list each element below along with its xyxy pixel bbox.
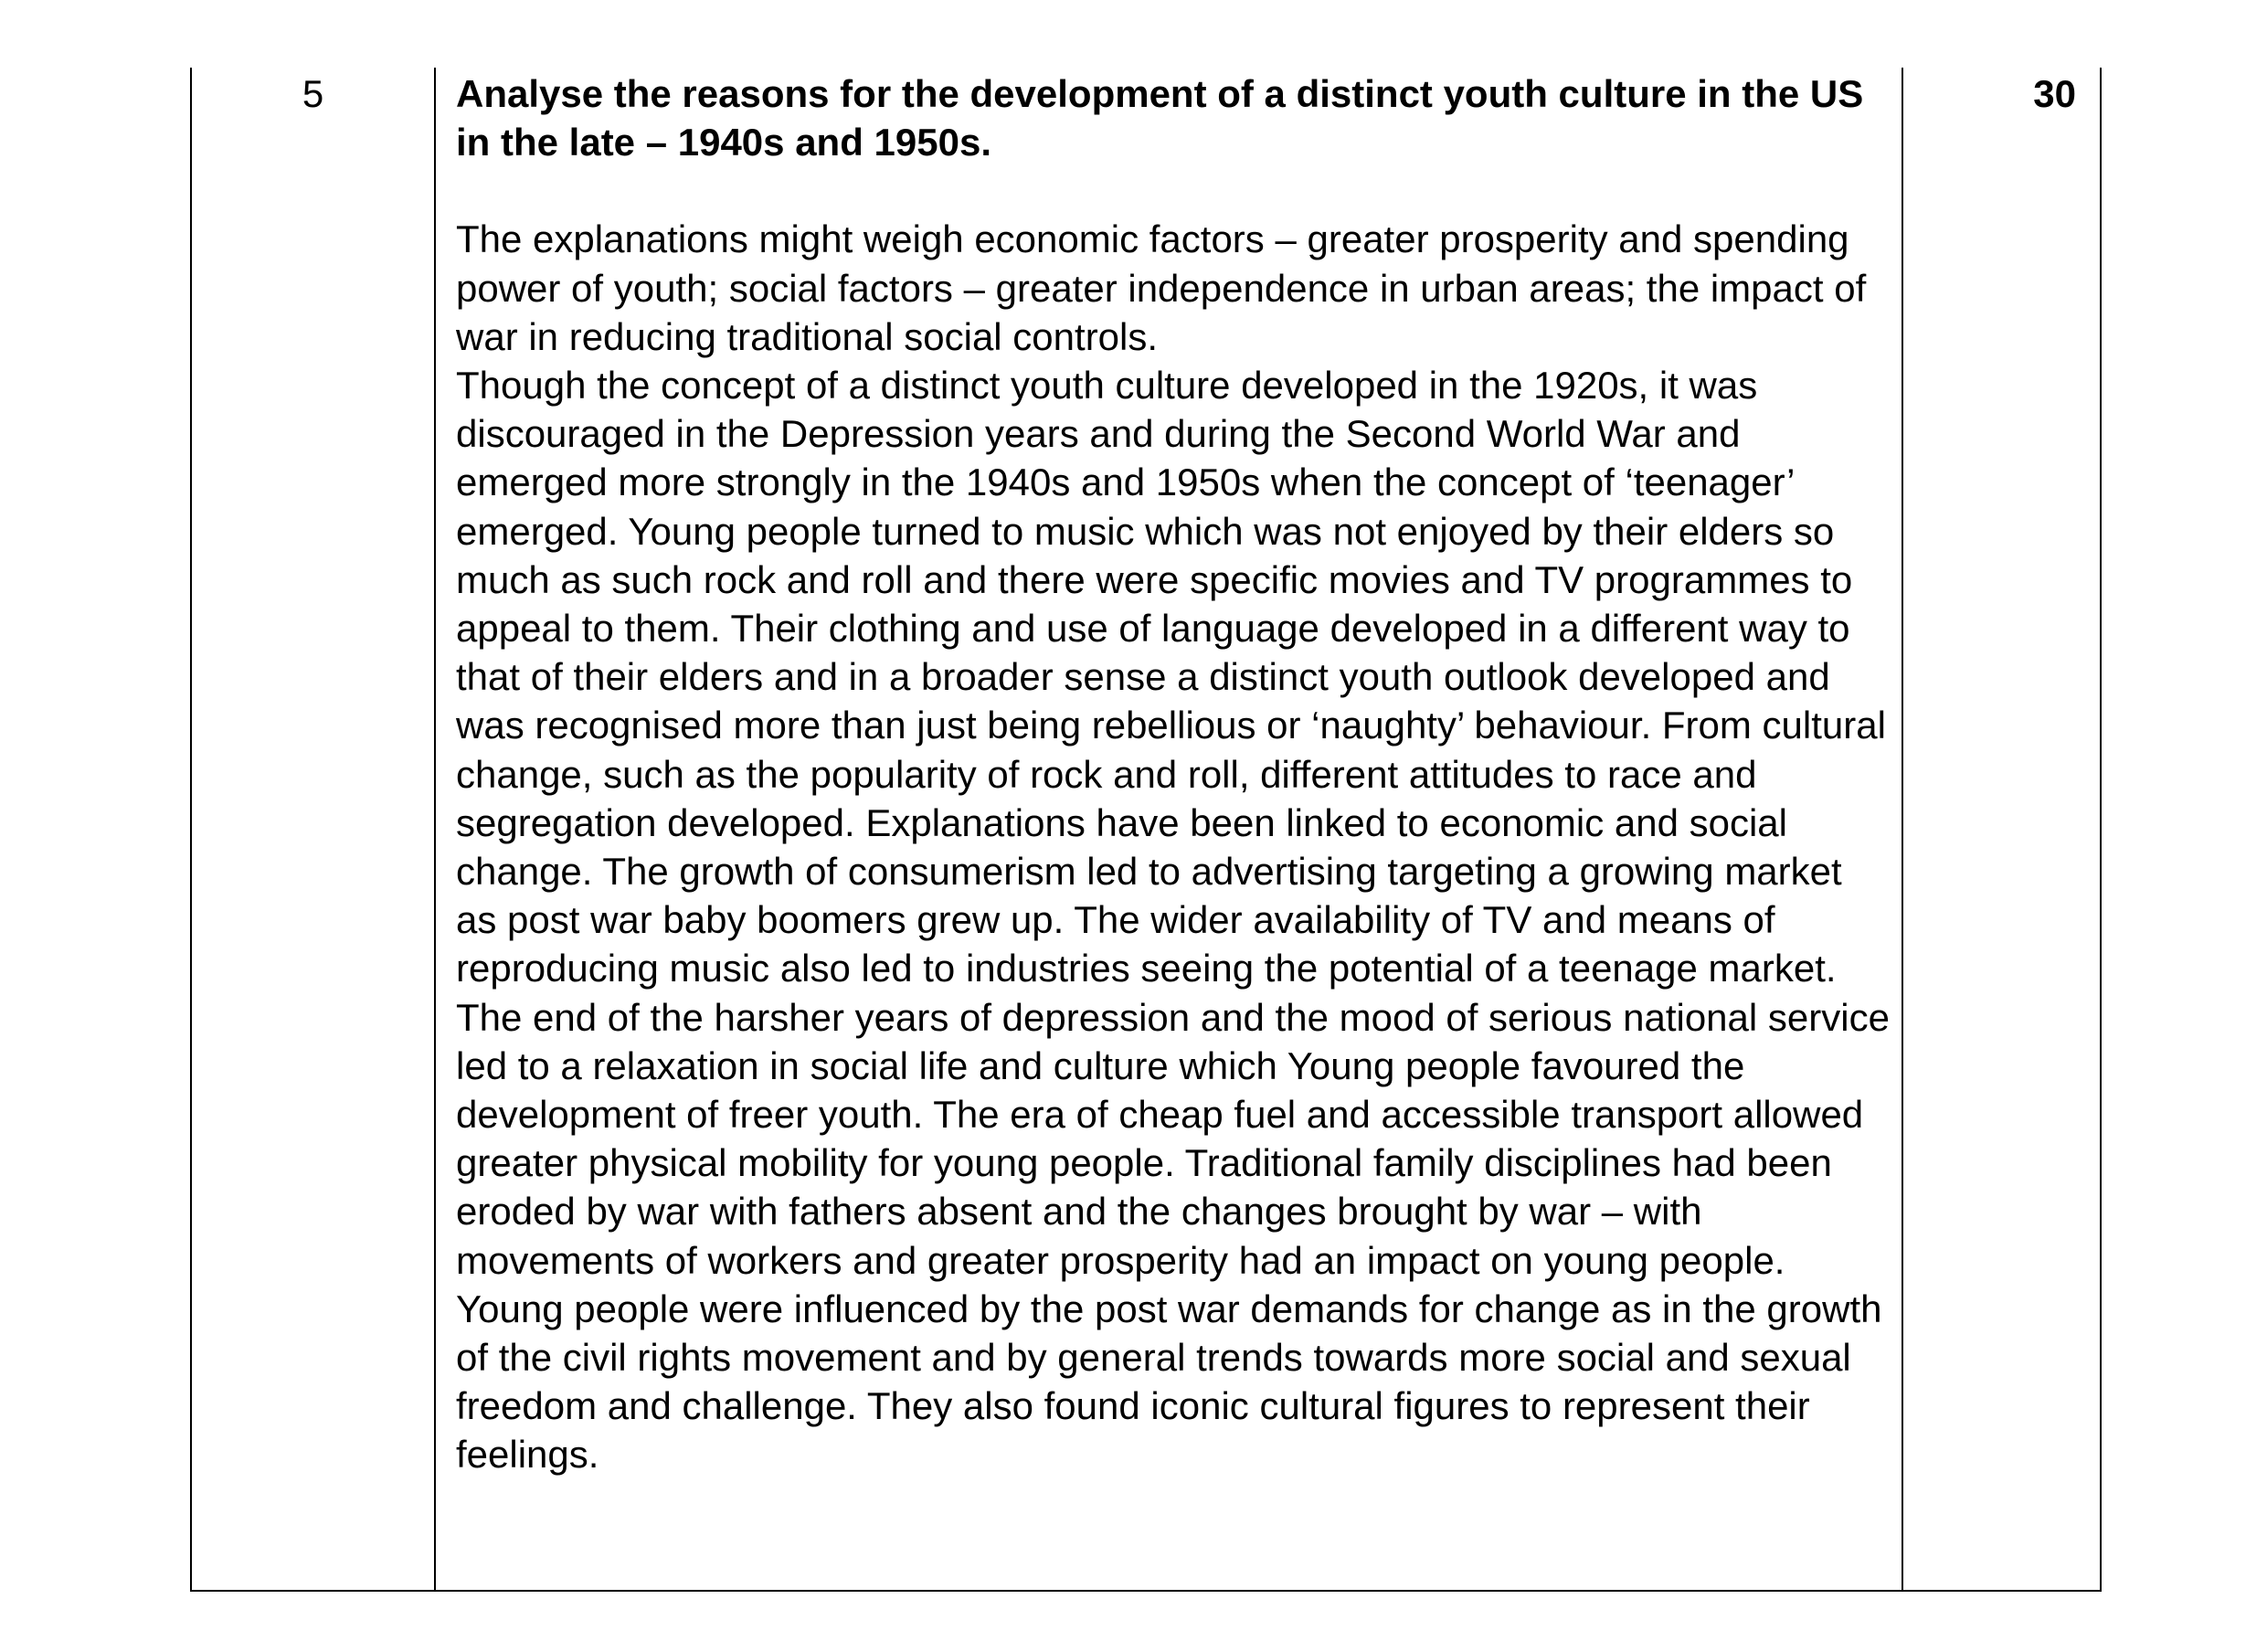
question-prompt: Analyse the reasons for the development of a distinct youth culture in the US in the late – 1940s and 1950s.: [456, 72, 1864, 164]
guidance-paragraph: The explanations might weigh economic factors – greater prosperity and spending power of youth; social factors – greater independence in urban areas; the impact of war in reducing traditional social controls.: [456, 217, 1867, 358]
question-marks: 30: [2033, 72, 2076, 115]
question-content: [456, 69, 1891, 1479]
indicative-content: [456, 215, 1891, 1478]
column-divider-number: [434, 68, 436, 1590]
column-divider-marks: [1902, 68, 1903, 1590]
mark-scheme-table: [190, 68, 2102, 1592]
question-number: 5: [302, 72, 324, 115]
guidance-paragraph: Though the concept of a distinct youth culture developed in the 1920s, it was discouraged in the Depression years and during the Second World War and emerged more strongly in the 1940s and 1950s when the concept of ‘teenager’ emerged. Young people turned to music which was not enjoyed by their elders so much as such rock and roll and there were specific movies and TV programmes to appeal to them. Their clothing and use of language developed in a different way to that of their elders and in a broader sense a distinct youth outlook developed and was recognised more than just being rebellious or ‘naughty’ behaviour. From cultural change, such as the popularity of rock and roll, different attitudes to race and segregation developed. Explanations have been linked to economic and social change. The growth of consumerism led to advertising targeting a growing market as post war baby boomers grew up. The wider availability of TV and means of reproducing music also led to industries seeing the potential of a teenage market. The end of the harsher years of depression and the mood of serious national service led to a relaxation in social life and culture which Young people favoured the development of freer youth. The era of cheap fuel and accessible transport allowed greater physical mobility for young people. Traditional family disciplines had been eroded by war with fathers absent and the changes brought by war – with movements of workers and greater prosperity had an impact on young people. Young people were influenced by the post war demands for change as in the growth of the civil rights movement and by general trends towards more social and sexual freedom and challenge. They also found iconic cultural figures to represent their feelings.: [456, 364, 1890, 1477]
